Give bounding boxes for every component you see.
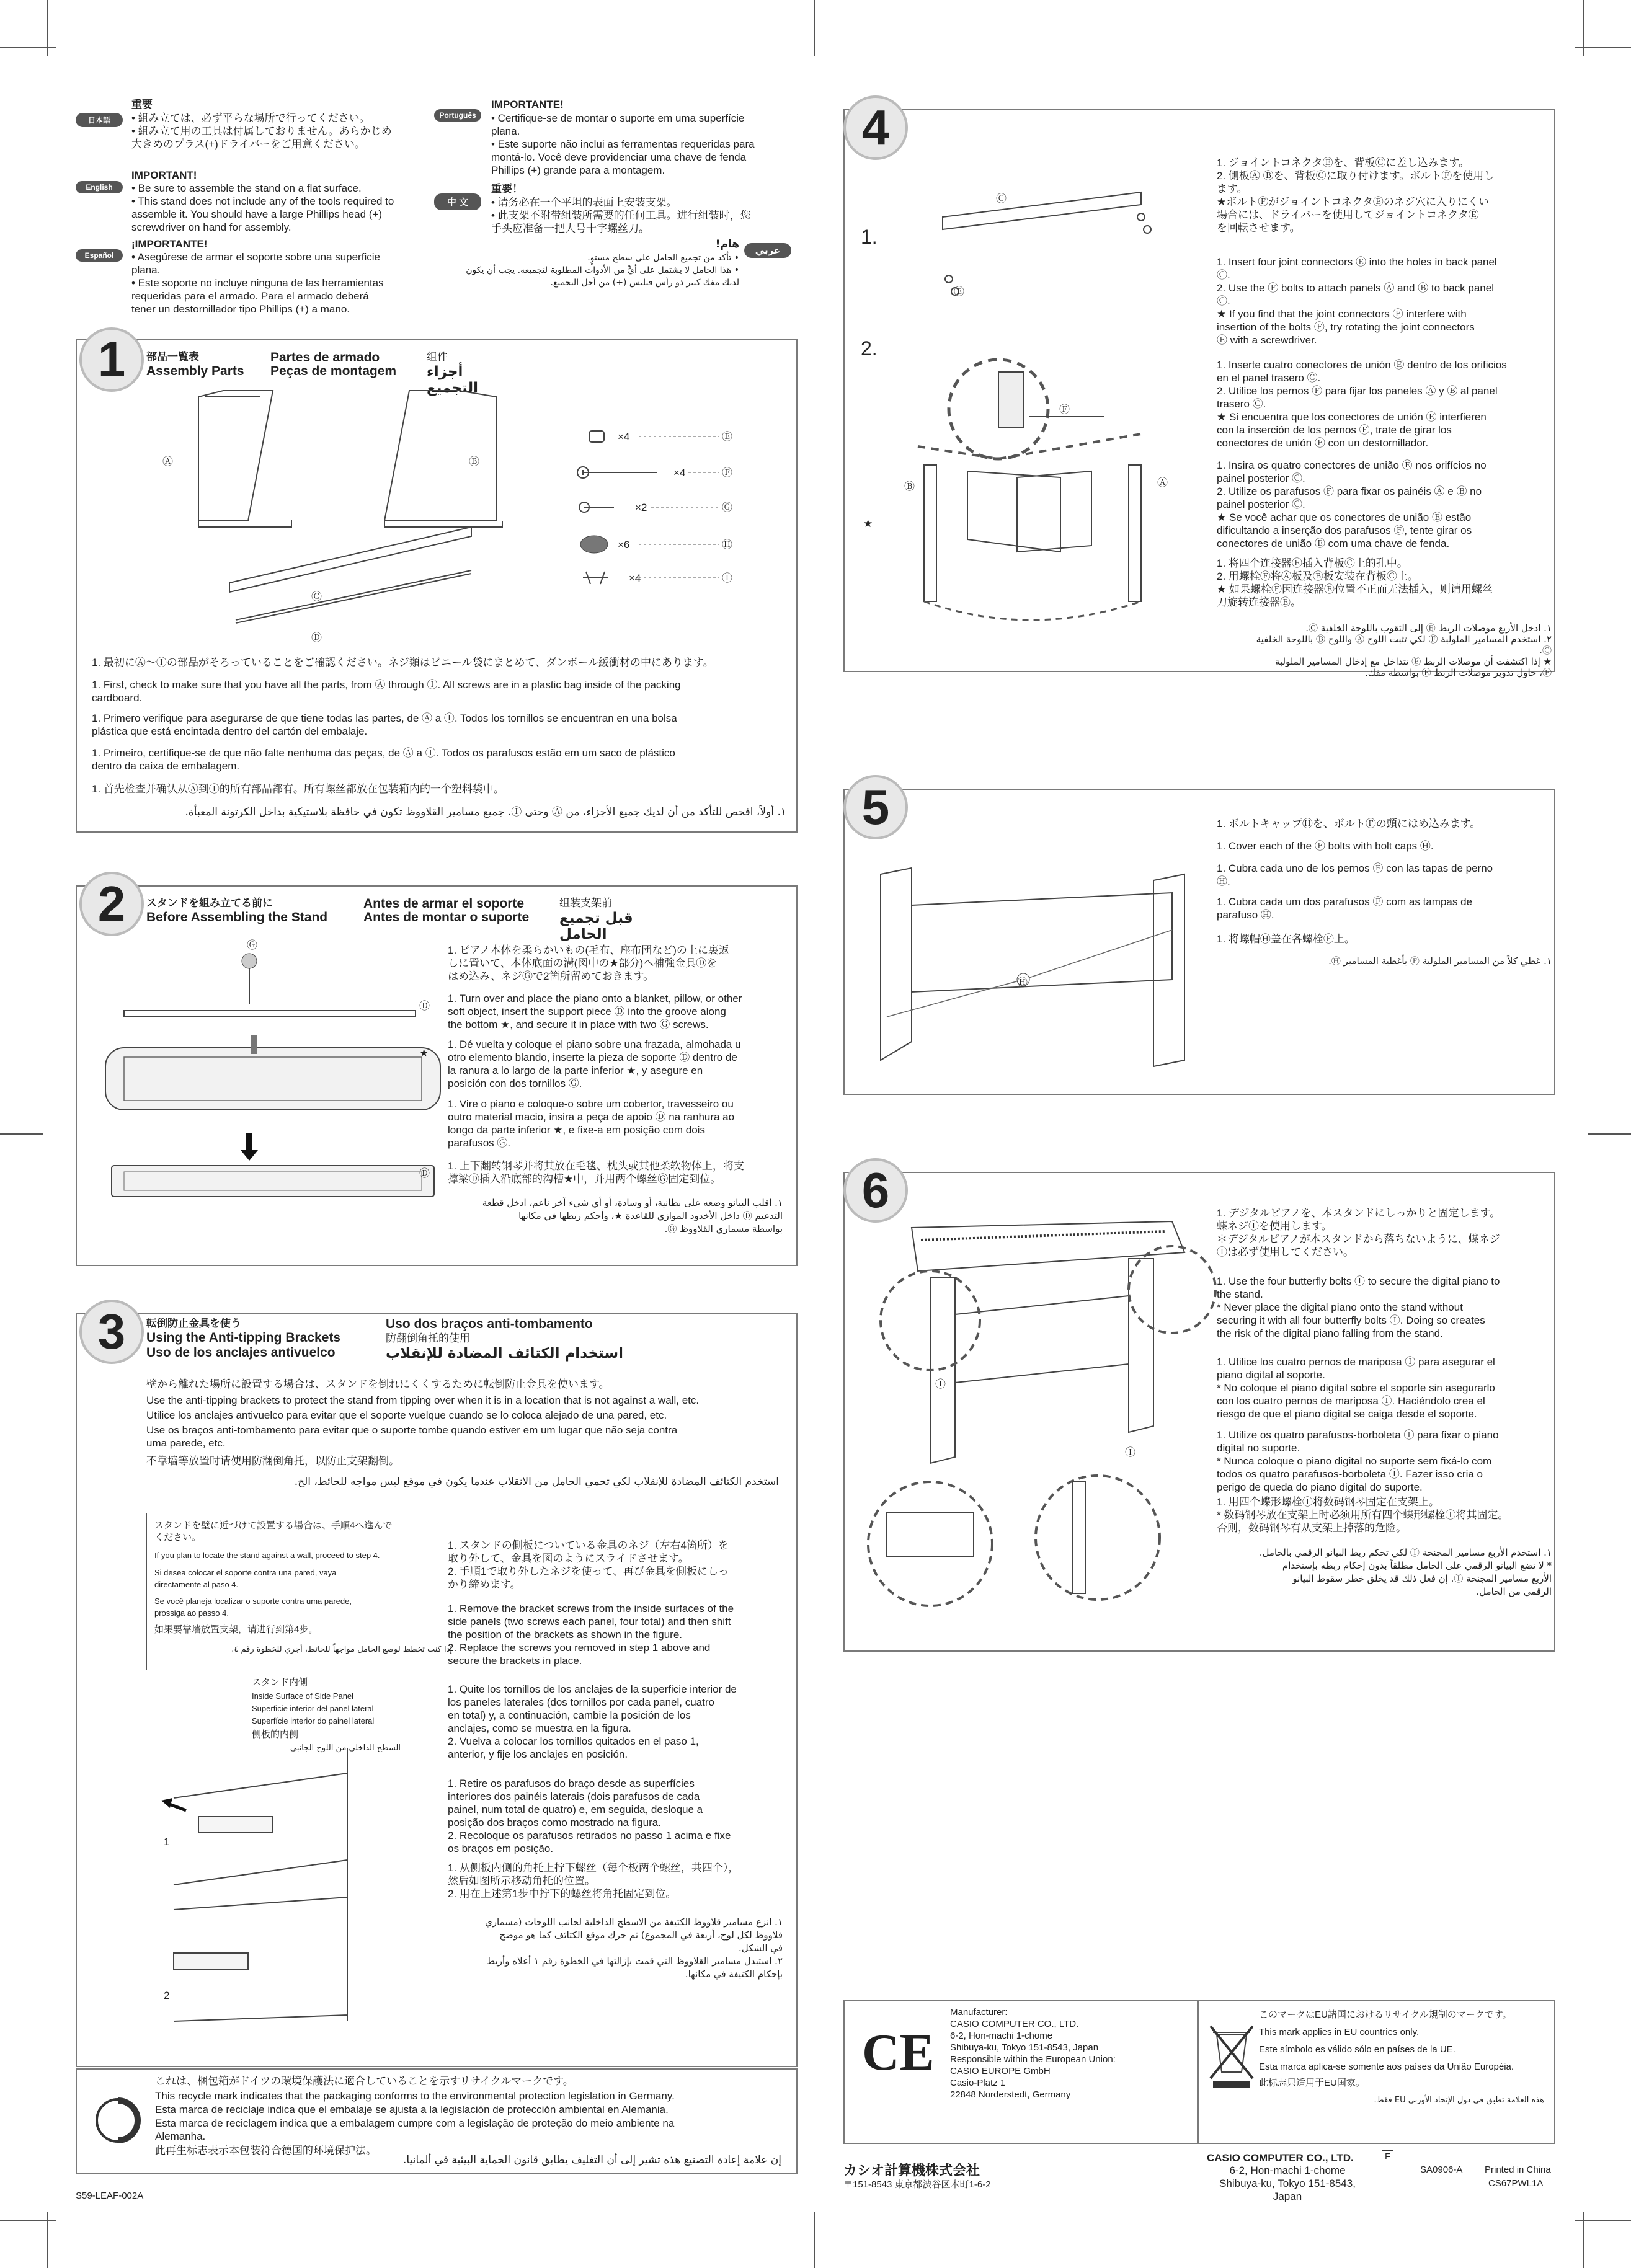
footer-code-mid: SA0906-A: [1420, 2164, 1463, 2175]
stand-right-leg-shape: [1129, 1259, 1153, 1432]
panel-b-label: Ⓑ: [469, 456, 479, 467]
step5-label-h: Ⓗ: [1017, 977, 1028, 988]
footer-address-en: 6-2, Hon-machi 1-chome Shibuya-ku, Tokyo 151-8543, Japan: [1219, 2164, 1356, 2202]
step4-label-star: ★: [863, 518, 873, 529]
step2-title-es: Antes de armar el soporte: [363, 897, 525, 911]
inside-surface-en: Inside Surface of Side Panel: [252, 1691, 354, 1701]
step6-text-pt: 1. Utilize os quatro parafusos-borboleta Ⓘ para fixar o piano digital no suporte. * Nunca coloque o piano digital no suporte sem fixá-lo com todos os quatro parafusos-borboleta Ⓘ. Fazer isso cria o perigo de queda do piano digital do suporte.: [1217, 1429, 1499, 1493]
important-text-ar: • تأكد من تجميع الحامل على سطح مستوٍ. • هذا الحامل لا يشتمل على أيٍّ من الأدوات المطلوبة لتجميعه. يجب أن يكون لديك مفك كبير ذو رأس فيلبس (+) من أجل التجميع.: [466, 253, 739, 288]
back-panel-c-shape: [943, 192, 1141, 229]
step4-text-es: 1. Inserte cuatro conectores de unión Ⓔ dentro de los orificios en el panel trasero Ⓒ. 2. Utilice los pernos Ⓕ para fijar los paneles Ⓐ y Ⓑ al panel trasero Ⓒ. ★ Si encuentra que los conectores de unión Ⓔ interfieren con la inserción de los pernos Ⓕ, trate de girar los conectores de unión Ⓔ con un destornillador.: [1217, 359, 1507, 449]
important-text-en: • Be sure to assemble the stand on a flat surface. • This stand does not include any of the tools required to assemble it. You should have a large Phillips head (+) screwdriver on hand for assembly.: [131, 182, 394, 233]
lang-tag-ja: 日本語: [76, 113, 123, 127]
step5-text-ar: ١. غطي كلاً من المسامير الملولبة Ⓕ بأغطية المسامير Ⓗ.: [1328, 955, 1552, 967]
weee-text-en: This mark applies in EU countries only.: [1259, 2027, 1420, 2037]
step3-title-es: Uso de los anclajes antivuelco: [146, 1345, 336, 1360]
step2-title-ja: スタンドを組み立てる前に: [146, 897, 273, 909]
important-title-pt: IMPORTANTE!: [491, 99, 564, 110]
footer-printed: Printed in China: [1485, 2164, 1551, 2175]
step6-text-en: 1. Use the four butterfly bolts Ⓘ to secure the digital piano to the stand. * Never place the digital piano onto the stand without securing it with all four butterfly bolts Ⓘ. Doing so creates the risk of the digital piano falling from the stand.: [1217, 1275, 1500, 1339]
step2-figure: [87, 936, 471, 1197]
crop-mark: [0, 1133, 43, 1135]
footer-code-left: S59-LEAF-002A: [76, 2190, 144, 2201]
part-i-label: Ⓘ: [722, 572, 732, 584]
weee-crossed-bin-icon: [1207, 2022, 1256, 2091]
step3-title-ar: استخدام الكتائف المضادة للإنقلاب: [386, 1345, 623, 1362]
bolt-shape: [583, 470, 657, 475]
panel-c-label: Ⓒ: [311, 591, 322, 603]
step3-title-ja: 転倒防止金具を使う: [146, 1318, 241, 1329]
part-g-label: Ⓖ: [722, 502, 732, 513]
step1-text-ja: 1. 最初にⒶ〜Ⓘの部品がそろっていることをご確認ください。ネジ類はビニール袋にまとめて、ダンボール緩衝材の中にあります。: [92, 657, 714, 668]
step3-intro-ja: 壁から離れた場所に設置する場合は、スタンドを倒れにくくするために転倒防止金具を使います。: [146, 1378, 610, 1390]
important-text-pt: • Certifique-se de montar o suporte em uma superfície plana. • Este suporte não inclui as ferramentas requeridas para montá-lo. Você deve providenciar uma chave de fenda Phillips (+) grande para a montagem.: [491, 112, 755, 176]
important-text-es: • Asegúrese de armar el soporte sobre una superficie plana. • Este soporte no incluye ninguna de las herramientas requeridas para el armado. Para el armado deberá tener un destornillador tipo Phillips (+) a mano.: [131, 251, 384, 315]
step2-title-pt: Antes de montar o suporte: [363, 910, 530, 924]
step2-text-ar: ١. اقلب البيانو وضعه على بطانية، أو وسادة، أو أي شيء آخر ناعم، ادخل قطعة التدعيم Ⓓ داخل الأخدود الموازي للقاعدة ★، وأحكم ربطها في مكانها بواسطة مسماري القلاووظ Ⓖ.: [482, 1197, 783, 1234]
step3-note-es: Si desea colocar el soporte contra una pared, vaya directamente al paso 4.: [154, 1568, 337, 1589]
crop-mark: [1583, 2212, 1584, 2268]
inside-surface-ja: スタンド内側: [252, 1677, 308, 1688]
important-text-zh: • 请务必在一个平坦的表面上安装支架。 • 此支架不附带组装所需要的任何工具。进行组装时，您 手头应准备一把大号十字螺丝刀。: [491, 197, 751, 234]
step3-note-box: [146, 1513, 460, 1670]
step4-label-c: Ⓒ: [996, 193, 1007, 205]
recycle-text-pt: Esta marca de reciclagem indica que a embalagem cumpre com a legislação de proteção do meio ambiente na Alemanha.: [155, 2117, 675, 2142]
part-e-qty: ×4: [618, 431, 630, 443]
step3-intro-zh: 不靠墙等放置时请使用防翻倒角托，以防止支架翻倒。: [146, 1455, 399, 1467]
part-h-label: Ⓗ: [722, 539, 732, 551]
step1-title-ja: 部品一覧表: [146, 351, 199, 363]
stand-left-panel-shape: [881, 868, 912, 1060]
weee-text-zh: 此标志只适用于EU国家。: [1259, 2078, 1365, 2088]
panel-b-shape: [384, 391, 496, 521]
step2-label-d2: Ⓓ: [419, 1167, 430, 1179]
step3-intro-en: Use the anti-tipping brackets to protect the stand from tipping over when it is in a location that is not against a wall, etc.: [146, 1394, 700, 1406]
inside-surface-ar: السطح الداخلي من اللوح الجانبي: [290, 1743, 401, 1753]
part-f-qty: ×4: [673, 467, 686, 479]
crop-mark: [814, 2212, 816, 2268]
step1-title-zh: 组件: [427, 351, 448, 363]
step3-text-es: 1. Quite los tornillos de los anclajes de la superficie interior de los paneles laterales (dos tornillos por cada panel, cuatro en total) y, a continuación, cambie la posición de los anclajes, como se muestra en la figura. 2. Vuelva a colocar los tornillos quitados en el paso 1, anterior, y fije los anclajes en posición.: [448, 1683, 737, 1760]
step6-text-ar: ١. استخدم الأربع مسامير المجنحة Ⓘ لكي تحكم ربط البيانو الرقمي بالحامل. * لا تضع البيانو الرقمي على الحامل مطلقاً بدون إحكام ربطه بإستخدام الأربع مسامير المجنحة Ⓘ. إن فعل ذلك قد يخلق خطر سقوط البيانو الرقمي من الحامل.: [1259, 1547, 1552, 1597]
weee-text-ar: هذه العلامة تطبق في دول الإتحاد الأوربي EU فقط.: [1374, 2096, 1544, 2105]
inside-surface-pt: Superfície interior do painel lateral: [252, 1716, 375, 1725]
step3-bracket-figure: [161, 1748, 459, 2034]
stand-left-leg-shape: [930, 1277, 955, 1463]
step1-text-en: 1. First, check to make sure that you have all the parts, from Ⓐ through Ⓘ. All screws are in a plastic bag inside of the packing cardboard.: [92, 679, 681, 704]
step3-note-zh: 如果要靠墙放置支架，请进行到第4步。: [154, 1624, 318, 1635]
step3-note-ar: إذا كنت تخطط لوضع الحامل مواجهاً للحائط، أجري للخطوة رقم ٤.: [231, 1645, 452, 1654]
ce-manufacturer-text: Manufacturer: CASIO COMPUTER CO., LTD. 6-2, Hon-machi 1-chome Shibuya-ku, Tokyo 151-8543, Japan Responsible within the European Union: CASIO EUROPE GmbH Casio-Platz 1 22848 Norderstedt, Germany: [950, 2007, 1116, 2100]
footer-f-mark: F: [1382, 2150, 1393, 2163]
step1-text-es: 1. Primero verifique para asegurarse de que tiene todas las partes, de Ⓐ a Ⓘ. Todos los tornillos se encuentran en una bolsa plástica que está encintada dentro del cartón del embalaje.: [92, 712, 677, 737]
step2-text-zh: 1. 上下翻转钢琴并将其放在毛毯、枕头或其他柔软物体上，将支 撑梁Ⓓ插入沿底部的沟槽★中，并用两个螺丝Ⓖ固定到位。: [448, 1160, 744, 1185]
step3-title-pt: Uso dos braços anti-tombamento: [386, 1317, 593, 1331]
inside-surface-es: Superficie interior del panel lateral: [252, 1704, 374, 1713]
support-d-shape: [236, 570, 471, 620]
step5-figure: [862, 856, 1209, 1091]
step4-label-a: Ⓐ: [1157, 477, 1168, 489]
step6-label-i-1: Ⓘ: [935, 1378, 946, 1390]
step2-title-ar: قبل تجميع الحامل: [559, 910, 633, 942]
lang-tag-ar: عربي: [744, 243, 791, 258]
step3-text-ja: 1. スタンドの側板についている金具のネジ（左右4箇所）を 取り外して、金具を図のようにスライドさせます。 2. 手順1で取り外したネジを使って、再び金具を側板にしっ かり締めます。: [448, 1539, 729, 1590]
step4-label-b: Ⓑ: [904, 481, 915, 492]
step4-fig-1-label: 1.: [861, 226, 878, 248]
step5-number: 5: [843, 775, 908, 839]
support-d-shape: [124, 1011, 416, 1017]
step1-text-pt: 1. Primeiro, certifique-se de que não falte nenhuma das peças, de Ⓐ a Ⓘ. Todos os parafusos estão em um saco de plástico dentro da caixa de embalagem.: [92, 747, 675, 772]
step2-number: 2: [79, 872, 144, 936]
step1-parts-figure: [149, 372, 893, 651]
recycle-text-ar: إن علامة إعادة التصنيع هذه تشير إلى أن التغليف يطابق قانون الحماية البيئية في ألمانيا.: [402, 2154, 781, 2166]
recycle-text-ja: これは、梱包箱がドイツの環境保護法に適合していることを示すリサイクルマークです。: [155, 2075, 574, 2087]
step4-number: 4: [843, 95, 908, 160]
step5-text-ja: 1. ボルトキャップⒽを、ボルトⒻの頭にはめ込みます。: [1217, 818, 1481, 830]
back-panel-shape: [967, 471, 1060, 552]
zoom-detail-right-shape: [1036, 1476, 1160, 1600]
step3-note-en: If you plan to locate the stand against a wall, proceed to step 4.: [154, 1551, 380, 1560]
important-title-ar: هام!: [715, 238, 739, 250]
piano-with-support-shape: [112, 1166, 434, 1197]
step1-title-es: Partes de armado: [270, 350, 380, 365]
step6-text-ja: 1. デジタルピアノを、本スタンドにしっかりと固定します。 蝶ネジⒾを使用します。 ＊デジタルピアノが本スタンドから落ちないように、蝶ネジ Ⓘは必ず使用してください。: [1217, 1207, 1501, 1258]
recycle-text-es: Esta marca de reciclaje indica que el embalaje se ajusta a la legislación de protección ambiental en Alemania.: [155, 2104, 669, 2115]
crop-mark: [47, 2212, 48, 2268]
step4-fig-2-label: 2.: [861, 337, 878, 360]
panel-c-shape: [229, 527, 471, 592]
step1-number: 1: [79, 327, 144, 392]
stand-right-panel-shape: [1153, 874, 1184, 1066]
important-title-ja: 重要: [131, 99, 153, 110]
step6-number: 6: [843, 1158, 908, 1223]
panel-a-shape: [198, 391, 273, 521]
step2-label-star: ★: [419, 1047, 429, 1059]
lang-tag-en: English: [76, 181, 123, 193]
bracket-step2-label: 2: [164, 1990, 170, 2001]
joint-connector-shape: [589, 431, 604, 442]
step2-label-d1: Ⓓ: [419, 1000, 430, 1012]
step6-text-es: 1. Utilice los cuatro pernos de mariposa Ⓘ para asegurar el piano digital al soporte. * No coloque el piano digital sobre el soporte sin asegurarlo con los cuatro pernos de mariposa Ⓘ. Haciéndolo crea el riesgo de que el piano digital se caiga desde el soporte.: [1217, 1356, 1495, 1420]
part-f-label: Ⓕ: [722, 467, 732, 479]
step1-title-ar: أجزاء التجميع: [427, 364, 479, 396]
step3-title-zh: 防翻倒角托的使用: [386, 1332, 470, 1344]
step6-figure: [862, 1221, 1209, 1618]
step3-text-pt: 1. Retire os parafusos do braço desde as superfícies interiores dos painéis laterais (dois parafusos de cada painel, num total de quatro) e, em seguida, desloque a posição dos braços como mostrado na figura. 2. Recoloque os parafusos retirados no passo 1 acima e fixe os braços em posição.: [448, 1778, 731, 1854]
important-title-en: IMPORTANT!: [131, 169, 197, 181]
step1-text-zh: 1. 首先检查并确认从Ⓐ到Ⓘ的所有部品都有。所有螺丝都放在包装箱内的一个塑料袋中。: [92, 783, 504, 795]
step5-text-en: 1. Cover each of the Ⓕ bolts with bolt caps Ⓗ.: [1217, 840, 1434, 852]
step4-text-zh: 1. 将四个连接器Ⓔ插入背板Ⓒ上的孔中。 2. 用螺栓Ⓕ将Ⓐ板及Ⓑ板安装在背板Ⓒ上。 ★ 如果螺栓Ⓕ因连接器Ⓔ位置不正而无法插入，则请用螺丝 刀旋转连接器Ⓔ。: [1217, 557, 1493, 608]
step2-title-zh: 组装支架前: [559, 897, 612, 909]
step6-label-i-2: Ⓘ: [1125, 1446, 1135, 1458]
step3-note-pt: Se você planeja localizar o suporte contra uma parede, prossiga ao passo 4.: [154, 1597, 352, 1618]
step3-intro-es: Utilice los anclajes antivuelco para evitar que el soporte vuelque cuando se lo coloca alejado de una pared, etc.: [146, 1409, 667, 1421]
step2-text-ja: 1. ピアノ本体を柔らかいもの(毛布、座布団など)の上に裏返 しに置いて、本体底面の溝(図中の★部分)へ補強金具Ⓓを はめ込み、ネジⒼで2箇所留めておきます。: [448, 944, 729, 982]
step5-text-pt: 1. Cubra cada um dos parafusos Ⓕ com as tampas de parafuso Ⓗ.: [1217, 896, 1472, 921]
stand-back-panel-shape: [912, 893, 1172, 992]
inside-surface-zh: 侧板的内侧: [252, 1729, 299, 1740]
panel-a-label: Ⓐ: [162, 456, 173, 467]
step3-note-ja: スタンドを壁に近づけて設置する場合は、手順4へ進んで ください。: [154, 1520, 393, 1543]
piano-body-shape: [912, 1221, 1184, 1271]
butterfly-bolt-shape: [583, 572, 608, 584]
step3-title-en: Using the Anti-tipping Brackets: [146, 1331, 341, 1345]
step3-text-en: 1. Remove the bracket screws from the inside surfaces of the side panels (two screws each panel, four total) and then shift the position of the brackets as shown in the figure. 2. Replace the screws you removed in step 1 above and secure the brackets in place.: [448, 1603, 734, 1667]
bracket-2-shape: [174, 1953, 248, 1969]
step1-title-pt: Peças de montagem: [270, 364, 397, 378]
recycle-text-zh: 此再生标志表示本包装符合德国的环境保护法。: [155, 2145, 376, 2156]
part-e-label: Ⓔ: [722, 431, 732, 443]
bolt-cap-shape: [580, 536, 608, 553]
crop-mark: [1588, 1133, 1631, 1135]
lang-tag-es: Español: [76, 249, 123, 262]
footer-company-jp: カシオ計算機株式会社: [843, 2163, 980, 2178]
step5-text-zh: 1. 将螺帽Ⓗ盖在各螺栓Ⓕ上。: [1217, 933, 1355, 945]
footer-address-jp: 〒151-8543 東京都渋谷区本町1-6-2: [843, 2179, 991, 2190]
important-title-es: ¡IMPORTANTE!: [131, 238, 208, 250]
lang-tag-zh: 中 文: [434, 193, 481, 210]
footer-code-right: CS67PWL1A: [1488, 2178, 1544, 2189]
step3-intro-pt: Use os braços anti-tombamento para evitar que o suporte tombe quando estiver em um lugar que não seja contra uma parede, etc.: [146, 1424, 678, 1449]
part-i-qty: ×4: [629, 572, 641, 584]
step1-text-ar: ١. أولاً، افحص للتأكد من أن لديك جميع الأجزاء، من Ⓐ وحتى Ⓘ. جميع مسامير القلاووظ تكون في حافظة بلاستيكية بداخل الكرتونة المعبأة.: [185, 806, 786, 818]
step4-label-e: Ⓔ: [954, 286, 964, 298]
ce-mark-icon: CE: [862, 2024, 935, 2081]
step2-text-es: 1. Dé vuelta y coloque el piano sobre una frazada, almohada u otro elemento blando, inserte la pieza de soporte Ⓓ dentro de la ranura a lo largo de la parte inferior ★, y asegure en posición con dos tornillos Ⓖ.: [448, 1039, 741, 1089]
stand-back-panel-shape: [955, 1296, 1129, 1383]
step3-text-zh: 1. 从侧板内侧的角托上拧下螺丝（每个板两个螺丝，共四个）， 然后如图所示移动角托的位置。 2. 用在上述第1步中拧下的螺丝将角托固定到位。: [448, 1862, 739, 1900]
panel-b-shape: [924, 465, 936, 601]
green-dot-recycle-icon: [93, 2096, 143, 2145]
bracket-1-shape: [198, 1817, 273, 1833]
important-text-ja: • 組み立ては、必ず平らな場所で行ってください。 • 組み立て用の工具は付属しておりません。あらかじめ 大きめのプラス(+)ドライバーをご用意ください。: [131, 112, 392, 150]
part-g-qty: ×2: [635, 502, 647, 513]
lang-tag-pt: Português: [434, 109, 481, 122]
step4-text-pt: 1. Insira os quatro conectores de união Ⓔ nos orifícios no painel posterior Ⓒ. 2. Utilize os parafusos Ⓕ para fixar os painéis Ⓐ e Ⓑ no painel posterior Ⓒ. ★ Se você achar que os conectores de união Ⓔ estão dificultando a inserção dos parafusos Ⓕ, tente girar os conectores de união Ⓔ com uma chave de fenda.: [1217, 459, 1487, 549]
step3-intro-ar: استخدم الكتائف المضادة للإنقلاب لكي تحمي الحامل من الانقلاب عندما يكون في موقع ليس مواجه للحائط، الخ.: [294, 1476, 779, 1488]
step2-text-en: 1. Turn over and place the piano onto a blanket, pillow, or other soft object, insert the support piece Ⓓ into the groove along the bottom ★, and secure it in place with two Ⓖ screws.: [448, 993, 742, 1030]
footer-company-en: CASIO COMPUTER CO., LTD.: [1207, 2152, 1354, 2164]
step4-text-en: 1. Insert four joint connectors Ⓔ into the holes in back panel Ⓒ. 2. Use the Ⓕ bolts to attach panels Ⓐ and Ⓑ to back panel Ⓒ. ★ If you find that the joint connectors Ⓔ interfere with insertion of the bolts Ⓕ, try rotating the joint connectors Ⓔ with a screwdriver.: [1217, 256, 1497, 346]
step4-text-ar: ١. ادخل الأربع موصلات الربط Ⓔ إلى الثقوب باللوحة الخلفية Ⓒ. ٢. استخدم المسامير الملولبة Ⓕ لكي تثبت اللوح Ⓐ واللوح Ⓑ باللوحة الخلفية Ⓒ. ★ إذا اكتشفت أن موصلات الربط Ⓔ تتداخل مع إدخال المسامير الملولبة Ⓕ، حاول تدوير موصلات الربط Ⓔ بواسطة مفك.: [1256, 622, 1552, 678]
step5-text-es: 1. Cubra cada uno de los pernos Ⓕ con las tapas de perno Ⓗ.: [1217, 862, 1493, 887]
step2-text-pt: 1. Vire o piano e coloque-o sobre um cobertor, travesseiro ou outro material macio, insira a peça de apoio Ⓓ na ranhura ao longo da parte inferior ★, e fixe-a em posição com dois parafusos Ⓖ.: [448, 1098, 735, 1149]
panel-a-shape: [1129, 465, 1141, 601]
step1-title-en: Assembly Parts: [146, 364, 244, 378]
step3-number: 3: [79, 1300, 144, 1364]
important-title-zh: 重要！: [491, 183, 523, 195]
step4-text-ja: 1. ジョイントコネクタⒺを、背板Ⓒに差し込みます。 2. 側板Ⓐ Ⓑを、背板Ⓒに取り付けます。ボルトⒻを使用し ます。 ★ボルトⒻがジョイントコネクタⒺのネジ穴に入りにくい 場合には、ドライバーを使用してジョイントコネクタⒺ を回転させます。: [1217, 157, 1495, 234]
step4-label-f: Ⓕ: [1059, 404, 1070, 415]
weee-text-ja: このマークはEU諸国におけるリサイクル規制のマークです。: [1259, 2009, 1512, 2020]
crop-mark: [47, 0, 48, 56]
part-h-qty: ×6: [618, 539, 630, 551]
recycle-text-en: This recycle mark indicates that the packaging conforms to the environmental protection legislation in Germany.: [155, 2090, 675, 2102]
step2-label-g: Ⓖ: [247, 939, 257, 951]
step2-title-en: Before Assembling the Stand: [146, 910, 328, 924]
crop-mark: [1583, 0, 1584, 56]
step4-figure: [856, 167, 1215, 639]
weee-text-pt: Esta marca aplica-se somente aos países da União Européia.: [1259, 2062, 1514, 2072]
crop-mark: [814, 0, 816, 56]
step3-text-ar: ١. انزع مسامير قلاووظ الكتيفة من الاسطح الداخلية لجانب اللوحات (مسماري قلاووظ لكل لوح، أربعة في المجموع) ثم حرك موقع الكتائف كما هو موضح في الشكل. ٢. استبدل مسامير القلاووظ التي قمت بإزالتها في الخطوة رقم ١ أعلاه وأربط بإحكام الكتيفة في مكانها.: [484, 1916, 783, 1980]
weee-text-es: Este símbolo es válido sólo en países de la UE.: [1259, 2044, 1455, 2055]
step6-text-zh: 1. 用四个蝶形螺栓Ⓘ将数码钢琴固定在支架上。 * 数码钢琴放在支架上时必须用所有四个蝶形螺栓Ⓘ将其固定。 否则，数码钢琴有从支架上掉落的危险。: [1217, 1496, 1509, 1534]
support-d-label: Ⓓ: [311, 632, 322, 644]
bracket-step1-label: 1: [164, 1836, 170, 1848]
